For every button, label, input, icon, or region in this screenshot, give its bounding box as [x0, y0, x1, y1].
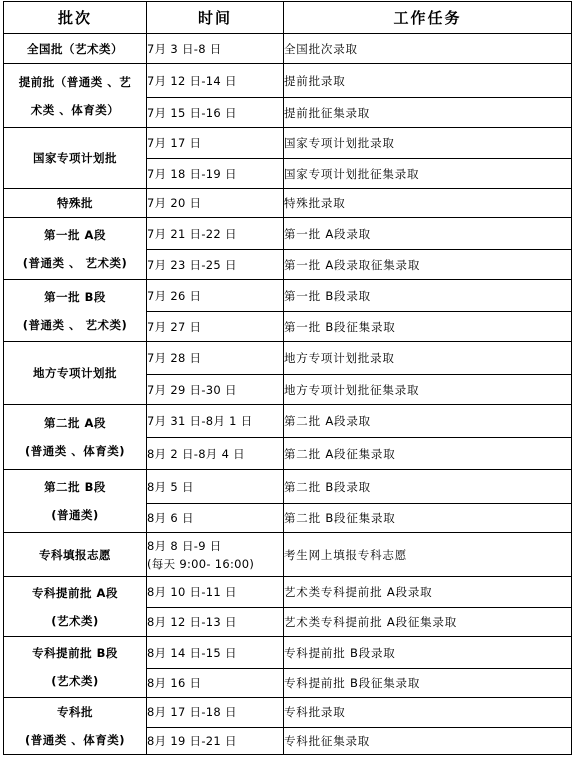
task-cell — [284, 577, 572, 608]
time-text: 8月 14 日-15 日 — [147, 645, 237, 660]
time-text: 7月 18 日-19 日 — [147, 166, 237, 181]
task-text: 第一批 B段征集录取 — [284, 319, 396, 334]
task-cell — [284, 405, 572, 438]
header-time: 时间 — [147, 2, 284, 34]
batch-cell — [4, 470, 147, 533]
task-cell — [284, 637, 572, 669]
table-row — [4, 64, 572, 98]
time-text: 8月 12 日-13 日 — [147, 615, 237, 629]
time-cell — [147, 405, 284, 438]
task-cell — [284, 280, 572, 312]
time-cell — [147, 312, 284, 342]
task-cell — [284, 34, 572, 64]
time-cell — [147, 342, 284, 375]
time-cell — [147, 98, 284, 128]
batch-cell — [4, 698, 147, 755]
task-text: 第二批 B段征集录取 — [284, 511, 396, 525]
batch-label: (普通类 、体育类) — [24, 444, 125, 458]
batch-label: 特殊批 — [57, 196, 93, 210]
task-cell — [284, 250, 572, 280]
batch-label: 专科提前批 A段 — [32, 585, 118, 600]
table-row — [4, 128, 572, 159]
table-row — [4, 405, 572, 438]
batch-label: 地方专项计划批 — [33, 366, 117, 380]
batch-label: 第一批 B段 — [44, 289, 106, 304]
time-text: 7月 15 日-16 日 — [147, 105, 237, 120]
time-text: 7月 26 日 — [147, 288, 202, 303]
task-cell — [284, 128, 572, 159]
time-cell — [147, 669, 284, 698]
task-text: 专科提前批 B段录取 — [284, 645, 396, 660]
task-cell — [284, 64, 572, 98]
task-cell — [284, 669, 572, 698]
task-text: 第一批 A段录取 — [284, 226, 371, 241]
task-text: 全国批次录取 — [284, 41, 358, 56]
batch-label: 第二批 B段 — [44, 480, 106, 494]
time-text: 7月 27 日 — [147, 319, 202, 334]
task-cell — [284, 98, 572, 128]
time-cell — [147, 698, 284, 728]
table-row — [4, 34, 572, 64]
table-row — [4, 280, 572, 312]
time-text: 8月 8 日-9 日 — [147, 538, 222, 553]
batch-label: 术类 、体育类） — [30, 102, 120, 117]
batch-label: 国家专项计划批 — [33, 151, 117, 165]
time-text: 7月 20 日 — [147, 196, 202, 210]
time-text: 8月 10 日-11 日 — [147, 585, 237, 599]
batch-label: 全国批（艺术类） — [27, 41, 123, 56]
task-cell — [284, 159, 572, 189]
batch-cell — [4, 128, 147, 189]
time-text: 8月 6 日 — [147, 511, 194, 525]
batch-label: 提前批（普通类 、艺 — [18, 74, 132, 89]
task-text: 第二批 A段录取 — [284, 414, 371, 428]
time-cell — [147, 128, 284, 159]
time-text: 7月 12 日-14 日 — [147, 73, 237, 88]
time-cell — [147, 189, 284, 218]
time-cell — [147, 727, 284, 754]
admission-schedule-table — [3, 1, 572, 755]
time-text: 7月 28 日 — [147, 351, 202, 365]
time-cell — [147, 533, 284, 577]
batch-label: (艺术类) — [51, 674, 99, 688]
task-text: 艺术类专科提前批 A段录取 — [284, 585, 433, 599]
time-text: 8月 17 日-18 日 — [147, 705, 237, 720]
time-cell — [147, 504, 284, 533]
batch-cell — [4, 342, 147, 405]
table-row — [4, 577, 572, 608]
task-text: 专科提前批 B段征集录取 — [284, 676, 421, 690]
time-cell — [147, 280, 284, 312]
task-text: 提前批征集录取 — [284, 105, 371, 120]
time-text: 7月 3 日-8 日 — [147, 41, 222, 56]
time-text: 7月 21 日-22 日 — [147, 226, 237, 241]
time-cell — [147, 608, 284, 637]
task-text: 专科批录取 — [284, 705, 346, 720]
time-text: (每天 9:00- 16:00) — [147, 556, 255, 571]
batch-cell — [4, 637, 147, 698]
task-text: 地方专项计划批录取 — [284, 351, 395, 365]
time-text: 8月 2 日-8月 4 日 — [147, 446, 245, 461]
table-row — [4, 698, 572, 728]
batch-label: (普通类 、 艺术类) — [22, 317, 128, 332]
table-row — [4, 189, 572, 218]
time-text: 7月 23 日-25 日 — [147, 257, 237, 272]
task-cell — [284, 698, 572, 728]
table-row — [4, 218, 572, 250]
task-text: 艺术类专科提前批 A段征集录取 — [284, 615, 458, 629]
time-cell — [147, 438, 284, 470]
time-cell — [147, 218, 284, 250]
time-cell — [147, 577, 284, 608]
time-cell — [147, 159, 284, 189]
time-text: 7月 17 日 — [147, 136, 202, 150]
batch-label: 专科提前批 B段 — [32, 646, 118, 660]
header-batch: 批次 — [4, 2, 147, 34]
task-cell — [284, 533, 572, 577]
batch-cell — [4, 189, 147, 218]
task-cell — [284, 189, 572, 218]
batch-label: 第二批 A段 — [44, 416, 106, 430]
batch-cell — [4, 64, 147, 128]
time-cell — [147, 34, 284, 64]
table-row — [4, 470, 572, 504]
batch-label: 专科填报志愿 — [39, 547, 111, 562]
table-row — [4, 533, 572, 577]
time-cell — [147, 64, 284, 98]
task-text: 第二批 A段征集录取 — [284, 446, 396, 461]
task-text: 第一批 B段录取 — [284, 288, 371, 303]
task-text: 考生网上填报专科志愿 — [284, 547, 407, 562]
time-cell — [147, 637, 284, 669]
time-text: 7月 29 日-30 日 — [147, 382, 237, 397]
task-text: 第一批 A段录取征集录取 — [284, 257, 421, 272]
time-text: 8月 16 日 — [147, 676, 202, 690]
batch-cell — [4, 34, 147, 64]
time-cell — [147, 250, 284, 280]
task-text: 地方专项计划批征集录取 — [284, 382, 420, 397]
task-cell — [284, 438, 572, 470]
task-cell — [284, 375, 572, 405]
batch-label: (艺术类) — [51, 613, 99, 628]
time-cell — [147, 470, 284, 504]
batch-label: 专科批 — [57, 705, 93, 719]
batch-cell — [4, 533, 147, 577]
batch-label: (普通类 、 艺术类) — [22, 255, 128, 270]
schedule-body — [4, 34, 572, 755]
time-text: 8月 5 日 — [147, 479, 194, 494]
batch-label: 第一批 A段 — [44, 227, 106, 242]
time-cell — [147, 375, 284, 405]
task-cell — [284, 504, 572, 533]
task-text: 专科批征集录取 — [284, 733, 371, 748]
header-task: 工作任务 — [284, 2, 572, 34]
task-cell — [284, 470, 572, 504]
batch-cell — [4, 280, 147, 342]
task-text: 国家专项计划批征集录取 — [284, 166, 420, 181]
task-text: 国家专项计划批录取 — [284, 136, 395, 150]
batch-cell — [4, 218, 147, 280]
table-row — [4, 637, 572, 669]
task-cell — [284, 608, 572, 637]
batch-cell — [4, 405, 147, 470]
time-text: 8月 19 日-21 日 — [147, 733, 237, 748]
batch-cell — [4, 577, 147, 637]
task-cell — [284, 727, 572, 754]
task-cell — [284, 312, 572, 342]
task-text: 第二批 B段录取 — [284, 479, 371, 494]
header-row — [4, 2, 572, 34]
batch-label: (普通类) — [51, 508, 99, 522]
task-cell — [284, 342, 572, 375]
task-text: 提前批录取 — [284, 73, 346, 88]
time-text: 7月 31 日-8月 1 日 — [147, 414, 253, 428]
task-cell — [284, 218, 572, 250]
table-row — [4, 342, 572, 375]
task-text: 特殊批录取 — [284, 196, 346, 210]
batch-label: (普通类 、体育类) — [24, 733, 125, 747]
